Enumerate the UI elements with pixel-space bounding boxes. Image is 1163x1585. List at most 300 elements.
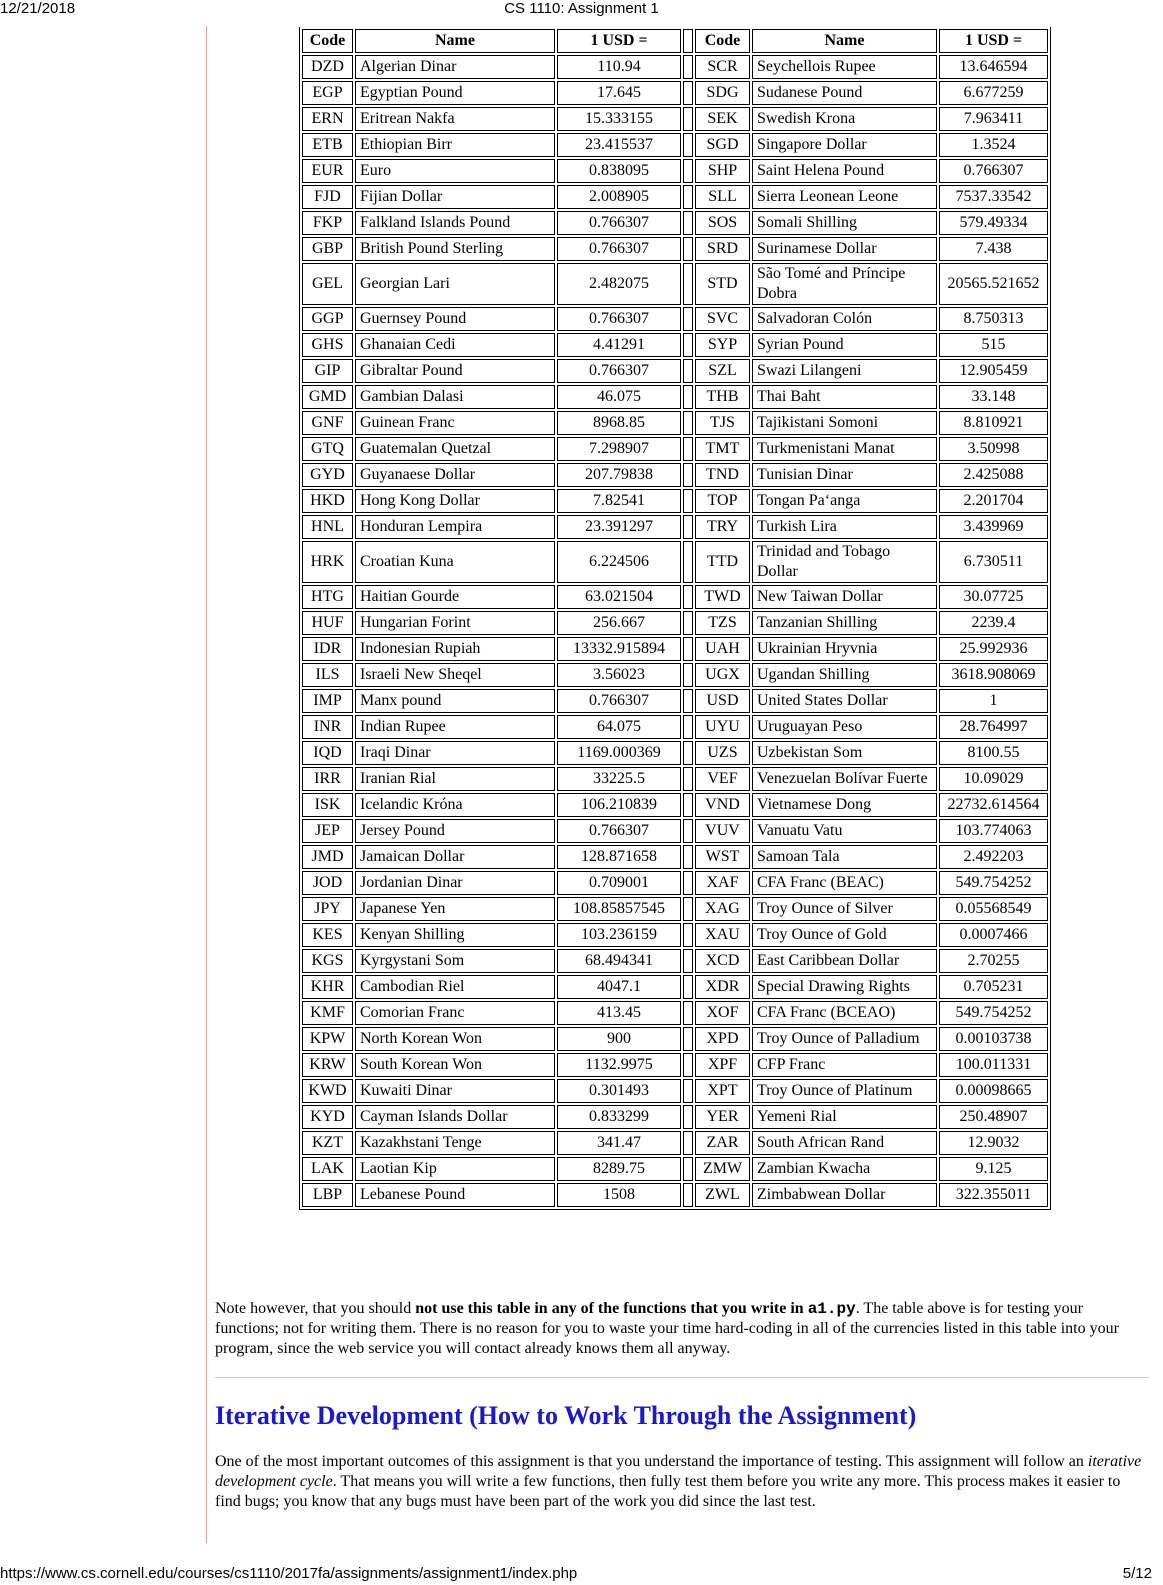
table-row [302, 489, 1048, 513]
cell-value: 1 [939, 689, 1048, 713]
print-header [0, 0, 1163, 20]
cell-code: XOF [695, 1001, 750, 1025]
cell-name: Troy Ounce of Platinum [752, 1079, 937, 1103]
cell-code: XCD [695, 949, 750, 973]
cell-value: 413.45 [557, 1001, 681, 1025]
cell-value: 8.750313 [939, 307, 1048, 331]
cell-code: JMD [302, 845, 353, 869]
column-separator [683, 663, 693, 687]
cell-code: SVC [695, 307, 750, 331]
cell-name: Vietnamese Dong [752, 793, 937, 817]
cell-code: FKP [302, 211, 353, 235]
cell-name: Guyanaese Dollar [355, 463, 555, 487]
cell-code: INR [302, 715, 353, 739]
cell-code: ZAR [695, 1131, 750, 1155]
cell-value: 103.236159 [557, 923, 681, 947]
cell-code: GNF [302, 411, 353, 435]
cell-value: 0.709001 [557, 871, 681, 895]
column-separator [683, 385, 693, 409]
cell-name: Euro [355, 159, 555, 183]
column-separator [683, 185, 693, 209]
print-title: CS 1110: Assignment 1 [504, 0, 659, 17]
cell-name: Lebanese Pound [355, 1183, 555, 1207]
cell-value: 0.0007466 [939, 923, 1048, 947]
cell-code: KZT [302, 1131, 353, 1155]
cell-value: 250.48907 [939, 1105, 1048, 1129]
cell-value: 0.766307 [557, 819, 681, 843]
cell-code: UAH [695, 637, 750, 661]
cell-name: Gibraltar Pound [355, 359, 555, 383]
cell-name: Ghanaian Cedi [355, 333, 555, 357]
cell-code: KRW [302, 1053, 353, 1077]
cell-name: Zimbabwean Dollar [752, 1183, 937, 1207]
table-row [302, 819, 1048, 843]
cell-value: 10.09029 [939, 767, 1048, 791]
table-row [302, 845, 1048, 869]
table-row [302, 611, 1048, 635]
column-separator [683, 81, 693, 105]
table-row [302, 975, 1048, 999]
cell-code: HKD [302, 489, 353, 513]
cell-code: KPW [302, 1027, 353, 1051]
cell-value: 0.05568549 [939, 897, 1048, 921]
column-separator [683, 515, 693, 539]
column-separator [683, 107, 693, 131]
cell-code: XPF [695, 1053, 750, 1077]
table-row [302, 1157, 1048, 1181]
cell-value: 7.298907 [557, 437, 681, 461]
cell-code: VUV [695, 819, 750, 843]
cell-value: 8968.85 [557, 411, 681, 435]
table-row [302, 1027, 1048, 1051]
cell-name: Uruguayan Peso [752, 715, 937, 739]
cell-code: GBP [302, 237, 353, 261]
cell-name: Ukrainian Hryvnia [752, 637, 937, 661]
cell-value: 9.125 [939, 1157, 1048, 1181]
cell-code: KHR [302, 975, 353, 999]
cell-code: SZL [695, 359, 750, 383]
table-row [302, 1053, 1048, 1077]
column-separator [683, 767, 693, 791]
cell-name: Tanzanian Shilling [752, 611, 937, 635]
cell-value: 4047.1 [557, 975, 681, 999]
table-row [302, 385, 1048, 409]
cell-code: ZWL [695, 1183, 750, 1207]
column-separator [683, 489, 693, 513]
cell-code: KES [302, 923, 353, 947]
cell-value: 8100.55 [939, 741, 1048, 765]
cell-name: North Korean Won [355, 1027, 555, 1051]
cell-code: SRD [695, 237, 750, 261]
section-paragraph [215, 1452, 1150, 1512]
cell-value: 0.00098665 [939, 1079, 1048, 1103]
para-text-post: . That means you will write a few functions, then fully test them before you write any more. This process makes it easier to find bugs; you know that any bugs must have been part of the work you did since the last test. [215, 1473, 1121, 1510]
cell-name: Swazi Lilangeni [752, 359, 937, 383]
cell-value: 549.754252 [939, 1001, 1048, 1025]
note-bold [415, 1300, 856, 1317]
cell-code: TOP [695, 489, 750, 513]
cell-name: CFA Franc (BCEAO) [752, 1001, 937, 1025]
column-separator [683, 463, 693, 487]
column-separator [683, 1027, 693, 1051]
cell-name: Laotian Kip [355, 1157, 555, 1181]
cell-value: 0.766307 [557, 211, 681, 235]
table-row [302, 515, 1048, 539]
cell-code: THB [695, 385, 750, 409]
cell-value: 7537.33542 [939, 185, 1048, 209]
table-row [302, 793, 1048, 817]
note-text-pre: Note however, that you should [215, 1300, 416, 1317]
cell-value: 3.56023 [557, 663, 681, 687]
cell-name: Haitian Gourde [355, 585, 555, 609]
col-header-code: Code [302, 29, 353, 53]
cell-value: 28.764997 [939, 715, 1048, 739]
table-row [302, 263, 1048, 305]
table-header-row [302, 29, 1048, 53]
cell-code: EGP [302, 81, 353, 105]
cell-code: SHP [695, 159, 750, 183]
cell-code: TWD [695, 585, 750, 609]
note-paragraph [215, 1299, 1150, 1359]
cell-code: FJD [302, 185, 353, 209]
cell-name: São Tomé and Príncipe Dobra [752, 263, 937, 305]
column-separator [683, 949, 693, 973]
cell-value: 103.774063 [939, 819, 1048, 843]
cell-value: 64.075 [557, 715, 681, 739]
cell-name: Sierra Leonean Leone [752, 185, 937, 209]
column-separator [683, 871, 693, 895]
cell-value: 13.646594 [939, 55, 1048, 79]
cell-code: GGP [302, 307, 353, 331]
table-row [302, 107, 1048, 131]
cell-code: KGS [302, 949, 353, 973]
cell-value: 7.82541 [557, 489, 681, 513]
cell-value: 1.3524 [939, 133, 1048, 157]
note-bold-text: not use this table in any of the functions that you write in [415, 1300, 808, 1317]
cell-code: ETB [302, 133, 353, 157]
col-header-name: Name [355, 29, 555, 53]
section-heading: Iterative Development (How to Work Through the Assignment) [215, 1401, 917, 1430]
cell-name: Venezuelan Bolívar Fuerte [752, 767, 937, 791]
cell-code: XAF [695, 871, 750, 895]
cell-name: Iranian Rial [355, 767, 555, 791]
cell-name: Singapore Dollar [752, 133, 937, 157]
cell-value: 549.754252 [939, 871, 1048, 895]
cell-value: 256.667 [557, 611, 681, 635]
cell-name: Cambodian Riel [355, 975, 555, 999]
cell-value: 900 [557, 1027, 681, 1051]
cell-name: Trinidad and Tobago Dollar [752, 541, 937, 583]
cell-name: Kenyan Shilling [355, 923, 555, 947]
cell-name: Yemeni Rial [752, 1105, 937, 1129]
cell-name: Icelandic Króna [355, 793, 555, 817]
cell-code: ILS [302, 663, 353, 687]
cell-name: Iraqi Dinar [355, 741, 555, 765]
cell-code: XPD [695, 1027, 750, 1051]
column-separator [683, 975, 693, 999]
cell-name: Turkish Lira [752, 515, 937, 539]
column-separator [683, 237, 693, 261]
cell-code: IRR [302, 767, 353, 791]
col-header-name: Name [752, 29, 937, 53]
cell-value: 108.85857545 [557, 897, 681, 921]
cell-code: SYP [695, 333, 750, 357]
cell-code: SOS [695, 211, 750, 235]
cell-name: Hungarian Forint [355, 611, 555, 635]
cell-name: Syrian Pound [752, 333, 937, 357]
cell-value: 579.49334 [939, 211, 1048, 235]
cell-value: 207.79838 [557, 463, 681, 487]
cell-code: HUF [302, 611, 353, 635]
cell-code: UYU [695, 715, 750, 739]
cell-code: SEK [695, 107, 750, 131]
cell-code: SGD [695, 133, 750, 157]
cell-value: 3.50998 [939, 437, 1048, 461]
cell-code: USD [695, 689, 750, 713]
column-separator [683, 689, 693, 713]
column-separator [683, 133, 693, 157]
cell-name: Falkland Islands Pound [355, 211, 555, 235]
table-row [302, 585, 1048, 609]
table-row [302, 637, 1048, 661]
table-row [302, 689, 1048, 713]
cell-name: Ugandan Shilling [752, 663, 937, 687]
currency-table [299, 27, 1051, 1210]
cell-value: 322.355011 [939, 1183, 1048, 1207]
cell-code: GMD [302, 385, 353, 409]
cell-value: 46.075 [557, 385, 681, 409]
cell-code: XPT [695, 1079, 750, 1103]
cell-name: Japanese Yen [355, 897, 555, 921]
cell-name: Thai Baht [752, 385, 937, 409]
cell-name: British Pound Sterling [355, 237, 555, 261]
currency-table-container [299, 27, 1051, 1210]
column-separator [683, 741, 693, 765]
column-separator [683, 55, 693, 79]
cell-value: 3618.908069 [939, 663, 1048, 687]
cell-value: 25.992936 [939, 637, 1048, 661]
cell-name: CFA Franc (BEAC) [752, 871, 937, 895]
cell-value: 4.41291 [557, 333, 681, 357]
cell-name: Guatemalan Quetzal [355, 437, 555, 461]
cell-name: East Caribbean Dollar [752, 949, 937, 973]
cell-code: KWD [302, 1079, 353, 1103]
cell-code: XAG [695, 897, 750, 921]
cell-value: 0.838095 [557, 159, 681, 183]
cell-code: WST [695, 845, 750, 869]
cell-value: 12.905459 [939, 359, 1048, 383]
column-separator [683, 1157, 693, 1181]
cell-name: Tunisian Dinar [752, 463, 937, 487]
cell-code: XAU [695, 923, 750, 947]
column-separator [683, 159, 693, 183]
table-row [302, 923, 1048, 947]
cell-code: JOD [302, 871, 353, 895]
cell-value: 8.810921 [939, 411, 1048, 435]
cell-code: HNL [302, 515, 353, 539]
cell-code: GYD [302, 463, 353, 487]
table-row [302, 237, 1048, 261]
cell-name: Georgian Lari [355, 263, 555, 305]
cell-value: 0.705231 [939, 975, 1048, 999]
print-date: 12/21/2018 [0, 0, 76, 17]
cell-code: SCR [695, 55, 750, 79]
note-text-post: . The table above is for testing your functions; not for writing them. There is no reason for you to waste your time hard-coding in all of the currencies listed in this table into your program, since the web service you will contact already knows them all anyway. [215, 1300, 1119, 1357]
table-row [302, 359, 1048, 383]
cell-value: 2.425088 [939, 463, 1048, 487]
cell-value: 0.766307 [557, 689, 681, 713]
cell-code: ISK [302, 793, 353, 817]
para-text-pre: One of the most important outcomes of this assignment is that you understand the importance of testing. This assignment will follow an [215, 1453, 1088, 1470]
cell-code: KYD [302, 1105, 353, 1129]
cell-name: Kuwaiti Dinar [355, 1079, 555, 1103]
cell-name: Turkmenistani Manat [752, 437, 937, 461]
table-row [302, 541, 1048, 583]
cell-code: JEP [302, 819, 353, 843]
cell-value: 30.07725 [939, 585, 1048, 609]
column-separator [683, 333, 693, 357]
cell-code: GIP [302, 359, 353, 383]
cell-value: 17.645 [557, 81, 681, 105]
print-page-number: 5/12 [1122, 1565, 1152, 1582]
cell-code: UGX [695, 663, 750, 687]
cell-name: Sudanese Pound [752, 81, 937, 105]
table-row [302, 871, 1048, 895]
cell-value: 13332.915894 [557, 637, 681, 661]
table-row [302, 133, 1048, 157]
table-row [302, 159, 1048, 183]
cell-value: 100.011331 [939, 1053, 1048, 1077]
cell-value: 341.47 [557, 1131, 681, 1155]
cell-value: 15.333155 [557, 107, 681, 131]
table-row [302, 333, 1048, 357]
cell-name: Special Drawing Rights [752, 975, 937, 999]
cell-value: 7.438 [939, 237, 1048, 261]
cell-code: ZMW [695, 1157, 750, 1181]
cell-value: 68.494341 [557, 949, 681, 973]
cell-name: Troy Ounce of Gold [752, 923, 937, 947]
cell-name: United States Dollar [752, 689, 937, 713]
cell-value: 2.492203 [939, 845, 1048, 869]
cell-code: TTD [695, 541, 750, 583]
column-separator [683, 1131, 693, 1155]
cell-code: ERN [302, 107, 353, 131]
column-separator [683, 437, 693, 461]
column-separator [683, 793, 693, 817]
column-separator [683, 637, 693, 661]
cell-name: Kazakhstani Tenge [355, 1131, 555, 1155]
cell-code: LAK [302, 1157, 353, 1181]
cell-name: Indian Rupee [355, 715, 555, 739]
cell-name: Croatian Kuna [355, 541, 555, 583]
cell-value: 2.201704 [939, 489, 1048, 513]
column-separator [683, 715, 693, 739]
cell-value: 3.439969 [939, 515, 1048, 539]
cell-value: 0.301493 [557, 1079, 681, 1103]
cell-name: Guinean Franc [355, 411, 555, 435]
cell-name: South African Rand [752, 1131, 937, 1155]
cell-code: GHS [302, 333, 353, 357]
table-row [302, 55, 1048, 79]
column-separator [683, 1079, 693, 1103]
cell-code: STD [695, 263, 750, 305]
table-row [302, 211, 1048, 235]
cell-code: HTG [302, 585, 353, 609]
cell-code: TND [695, 463, 750, 487]
cell-code: UZS [695, 741, 750, 765]
cell-name: Kyrgystani Som [355, 949, 555, 973]
cell-name: Jersey Pound [355, 819, 555, 843]
cell-code: LBP [302, 1183, 353, 1207]
table-row [302, 1183, 1048, 1207]
cell-name: CFP Franc [752, 1053, 937, 1077]
cell-value: 1169.000369 [557, 741, 681, 765]
cell-name: Jamaican Dollar [355, 845, 555, 869]
table-row [302, 949, 1048, 973]
cell-value: 12.9032 [939, 1131, 1048, 1155]
table-row [302, 1131, 1048, 1155]
table-row [302, 1079, 1048, 1103]
cell-value: 0.766307 [557, 237, 681, 261]
table-row [302, 741, 1048, 765]
cell-value: 2.008905 [557, 185, 681, 209]
column-separator [683, 923, 693, 947]
cell-name: Egyptian Pound [355, 81, 555, 105]
cell-value: 128.871658 [557, 845, 681, 869]
cell-code: JPY [302, 897, 353, 921]
cell-code: GTQ [302, 437, 353, 461]
cell-name: Algerian Dinar [355, 55, 555, 79]
cell-name: Cayman Islands Dollar [355, 1105, 555, 1129]
cell-code: IMP [302, 689, 353, 713]
cell-name: Zambian Kwacha [752, 1157, 937, 1181]
cell-name: Seychellois Rupee [752, 55, 937, 79]
cell-code: XDR [695, 975, 750, 999]
table-row [302, 1001, 1048, 1025]
cell-value: 6.224506 [557, 541, 681, 583]
column-separator [683, 1001, 693, 1025]
column-separator [683, 29, 693, 53]
cell-value: 0.766307 [557, 359, 681, 383]
cell-value: 8289.75 [557, 1157, 681, 1181]
cell-name: Jordanian Dinar [355, 871, 555, 895]
column-separator [683, 1105, 693, 1129]
cell-value: 6.677259 [939, 81, 1048, 105]
table-row [302, 767, 1048, 791]
cell-code: SLL [695, 185, 750, 209]
table-row [302, 463, 1048, 487]
table-row [302, 715, 1048, 739]
col-header-value: 1 USD = [939, 29, 1048, 53]
margin-rule [206, 26, 207, 1543]
cell-value: 33.148 [939, 385, 1048, 409]
cell-value: 0.00103738 [939, 1027, 1048, 1051]
table-row [302, 307, 1048, 331]
cell-name: Indonesian Rupiah [355, 637, 555, 661]
cell-name: New Taiwan Dollar [752, 585, 937, 609]
cell-value: 0.766307 [557, 307, 681, 331]
column-separator [683, 819, 693, 843]
table-body [302, 55, 1048, 1207]
cell-name: Israeli New Sheqel [355, 663, 555, 687]
cell-code: EUR [302, 159, 353, 183]
table-row [302, 411, 1048, 435]
column-separator [683, 211, 693, 235]
note-code: a1.py [807, 1300, 856, 1318]
cell-code: TMT [695, 437, 750, 461]
cell-name: South Korean Won [355, 1053, 555, 1077]
column-separator [683, 1183, 693, 1207]
